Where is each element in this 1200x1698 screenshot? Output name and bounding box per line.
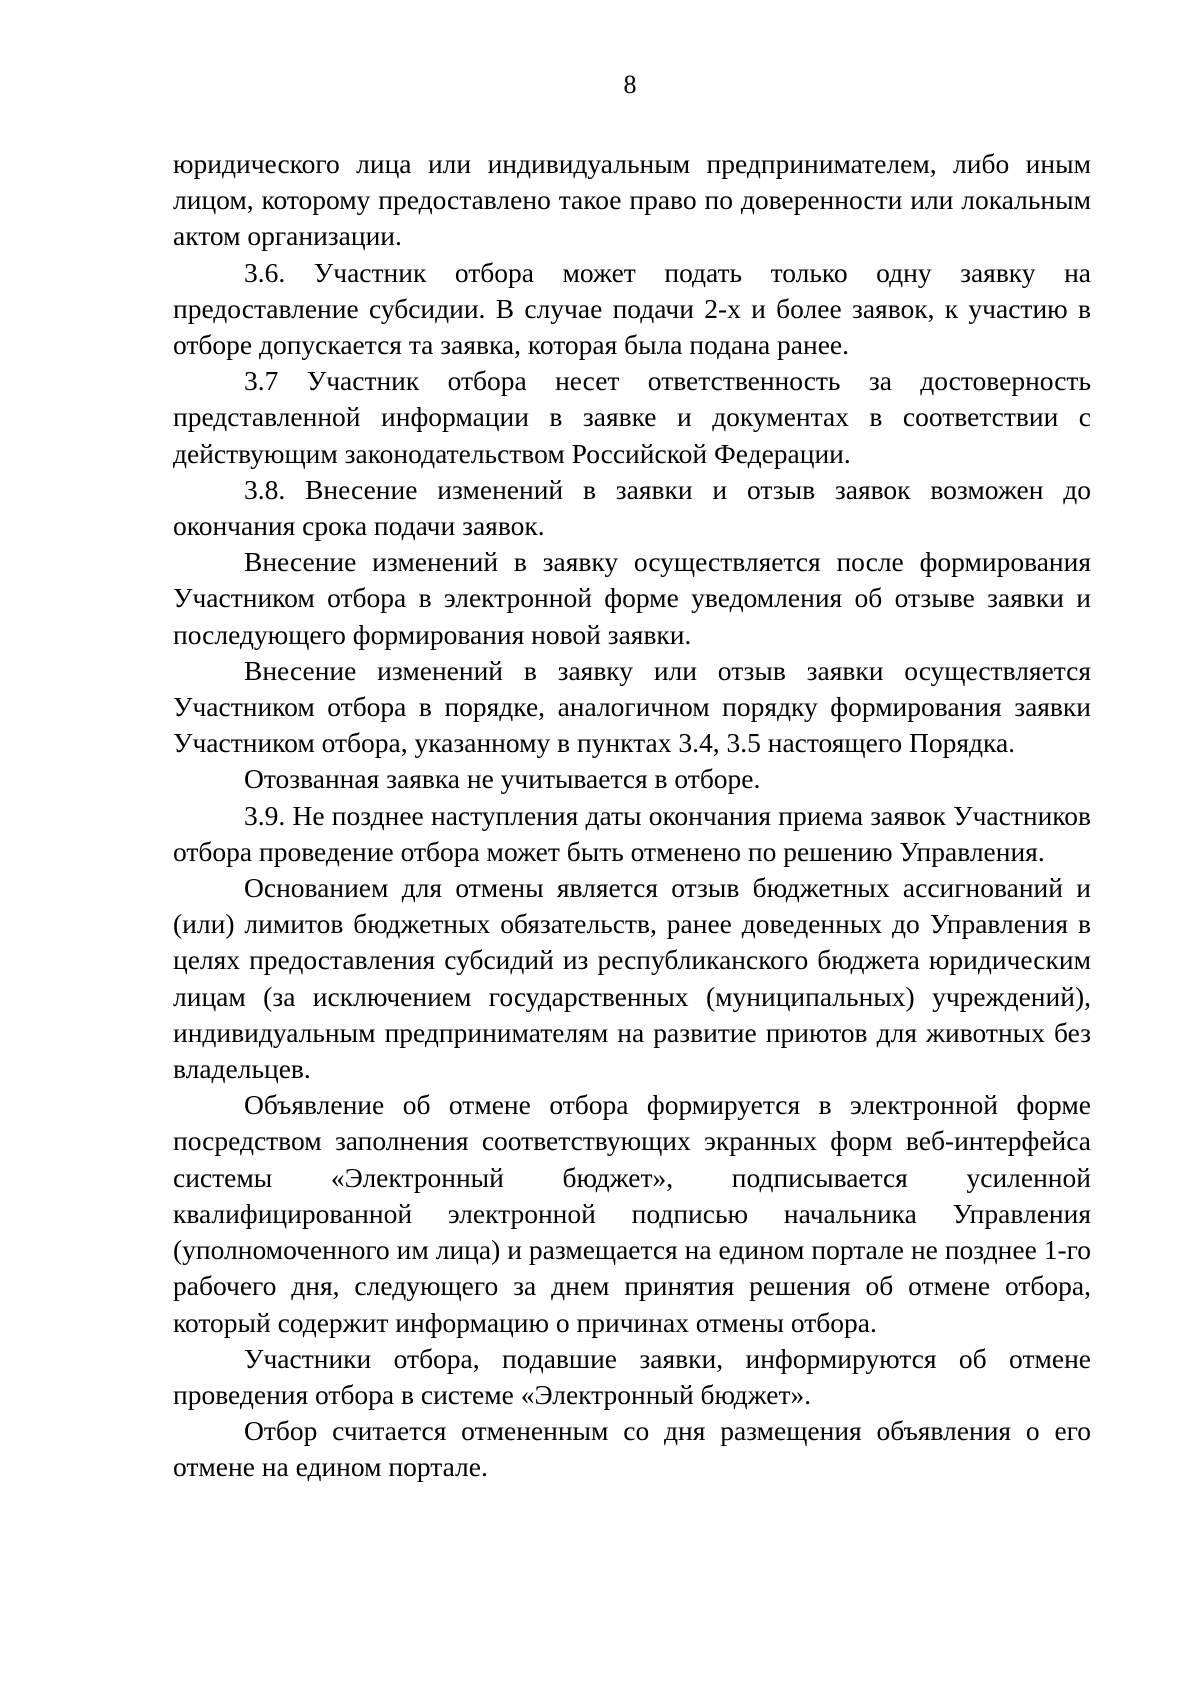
page-number: 8	[623, 70, 637, 99]
paragraph-continuation: юридического лица или индивидуальным предпринимателем, либо иным лицом, которому предоставлено такое право по доверенности или локальным актом организации.	[173, 148, 1091, 252]
document-body	[173, 146, 1091, 1486]
paragraph-3-9: 3.9. Не позднее наступления даты окончания приема заявок Участников отбора проведение отбора может быть отменено по решению Управления.	[173, 799, 1091, 867]
paragraph-3-7: 3.7 Участник отбора несет ответственность за достоверность представленной информации в заявке и документах в соответствии с действующим законодательством Российской Федерации.	[173, 365, 1091, 469]
paragraph-3-6: 3.6. Участник отбора может подать только одну заявку на предоставление субсидии. В случае подачи 2-х и более заявок, к участию в отборе допускается та заявка, которая была подана ранее.	[173, 256, 1091, 361]
paragraph-3-8: 3.8. Внесение изменений в заявки и отзыв заявок возможен до окончания срока подачи заявок.	[173, 473, 1091, 542]
paragraph-3-9-notification: Участники отбора, подавшие заявки, информируются об отмене проведения отбора в системе «Электронный бюджет».	[173, 1342, 1091, 1410]
paragraph-3-9-cancelled: Отбор считается отмененным со дня размещения объявления о его отмене на едином портале.	[173, 1415, 1091, 1483]
paragraph-3-9-grounds: Основанием для отмены является отзыв бюджетных ассигнований и (или) лимитов бюджетных обязательств, ранее доведенных до Управления в целях предоставления субсидий из республиканского бюджета юридическим лицам (за исключением государственных (муниципальных) учреждений), индивидуальным предпринимателям на развитие приютов для животных без владельцев.	[173, 872, 1091, 1085]
paragraph-3-8-procedure: Внесение изменений в заявку или отзыв заявки осуществляется Участником отбора в порядке, аналогичном порядку формирования заявки Участником отбора, указанному в пунктах 3.4, 3.5 настоящего Порядка.	[173, 654, 1091, 759]
paragraph-3-8-changes: Внесение изменений в заявку осуществляется после формирования Участником отбора в электронной форме уведомления об отзыве заявки и последующего формирования новой заявки.	[173, 546, 1091, 650]
paragraph-3-8-withdrawn: Отозванная заявка не учитывается в отборе.	[244, 763, 761, 795]
paragraph-3-9-announcement: Объявление об отмене отбора формируется в электронной форме посредством заполнения соответствующих экранных форм веб-интерфейса системы «Электронный бюджет», подписывается усиленной квалифицированной электронной подписью начальника Управления (уполномоченного им лица) и размещается на едином портале не позднее 1-го рабочего дня, следующего за днем принятия решения об отмене отбора, который содержит информацию о причинах отмены отбора.	[173, 1089, 1091, 1338]
